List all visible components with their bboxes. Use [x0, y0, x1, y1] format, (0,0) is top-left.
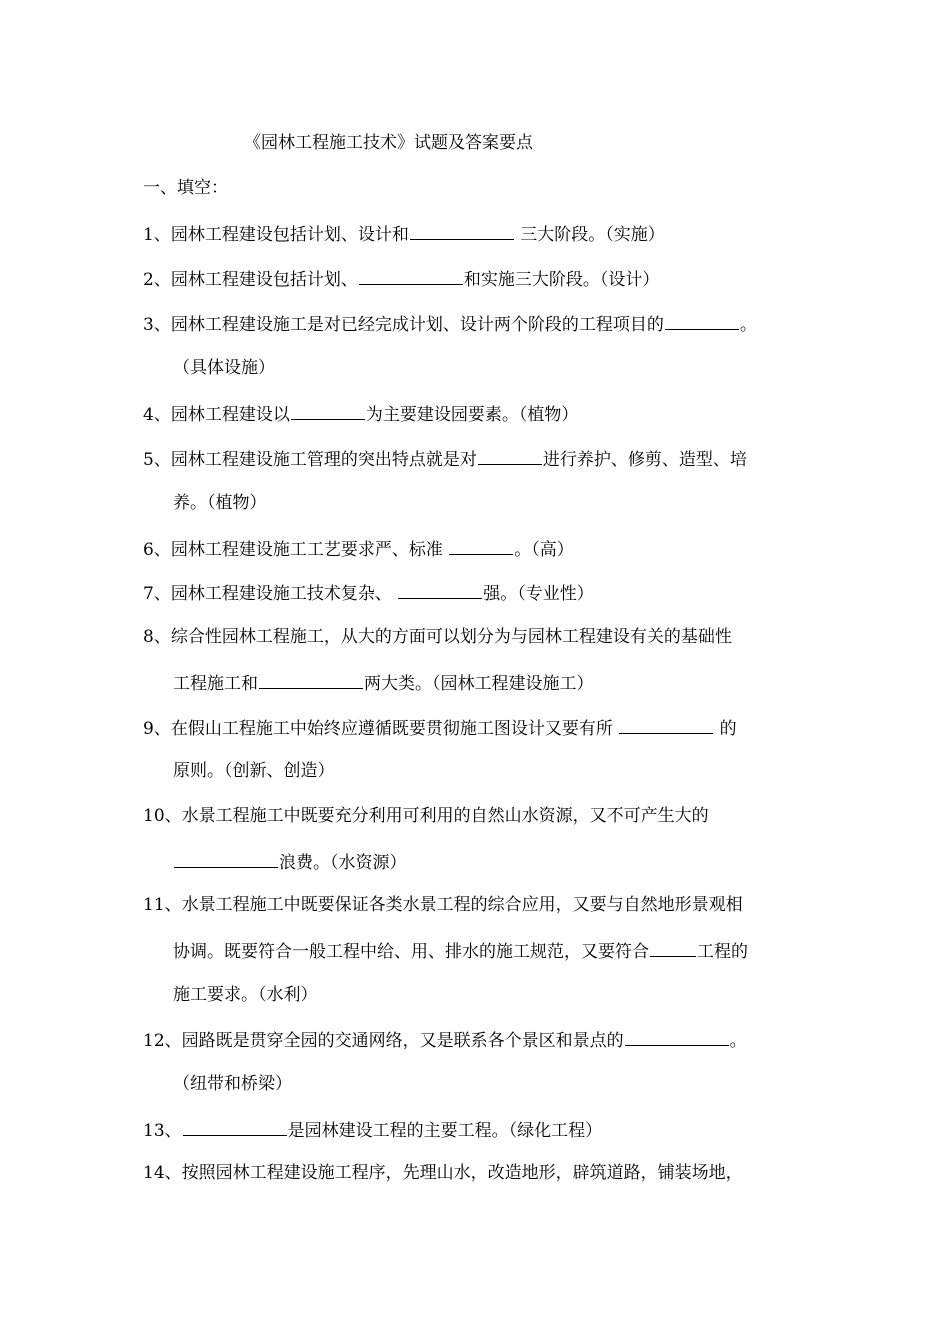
question-14: 14、按照园林工程建设施工程序，先理山水，改造地形，辟筑道路，铺装场地，: [143, 1163, 743, 1183]
answer-blank: [449, 536, 513, 555]
question-3-continued: （具体设施）: [173, 358, 275, 378]
answer-blank: [410, 221, 514, 240]
question-11: 11、水景工程施工中既要保证各类水景工程的综合应用，又要与自然地形景观相: [143, 895, 743, 915]
question-1: 1、园林工程建设包括计划、设计和 三大阶段。（实施）: [143, 221, 665, 247]
answer-blank: [619, 715, 713, 734]
question-10-continued: 浪费。（水资源）: [173, 849, 407, 875]
answer-blank: [398, 580, 482, 599]
question-9: 9、在假山工程施工中始终应遵循既要贯彻施工图设计又要有所 的: [143, 715, 737, 741]
question-13: 13、 是园林建设工程的主要工程。（绿化工程）: [143, 1117, 602, 1143]
question-3: 3、园林工程建设施工是对已经完成计划、设计两个阶段的工程项目的 。: [143, 311, 757, 337]
question-10: 10、水景工程施工中既要充分利用可利用的自然山水资源，又不可产生大的: [143, 806, 709, 826]
question-5: 5、园林工程建设施工管理的突出特点就是对 进行养护、修剪、造型、培: [143, 446, 747, 472]
answer-blank: [174, 849, 278, 868]
question-5-continued: 养。（植物）: [173, 493, 267, 513]
question-8: 8、综合性园林工程施工，从大的方面可以划分为与园林工程建设有关的基础性: [143, 627, 732, 647]
question-2: 2、园林工程建设包括计划、 和实施三大阶段。（设计）: [143, 266, 659, 292]
question-8-continued: 工程施工和 两大类。（园林工程建设施工）: [173, 670, 594, 696]
answer-blank: [478, 446, 542, 465]
answer-blank: [183, 1117, 287, 1136]
document-title: 《园林工程施工技术》试题及答案要点: [244, 133, 533, 153]
answer-blank: [650, 938, 696, 957]
answer-blank: [291, 401, 365, 420]
question-9-continued: 原则。（创新、创造）: [173, 761, 335, 781]
section-heading: 一、填空：: [143, 178, 228, 198]
question-11-continued: 协调。既要符合一般工程中给、用、排水的施工规范，又要符合 工程的: [173, 938, 748, 964]
question-12: 12、园路既是贯穿全园的交通网络，又是联系各个景区和景点的 。: [143, 1027, 747, 1053]
question-7: 7、园林工程建设施工技术复杂、 强。（专业性）: [143, 580, 594, 606]
question-12-continued: （纽带和桥梁）: [173, 1074, 292, 1094]
question-11-continued-2: 施工要求。（水利）: [173, 985, 318, 1005]
answer-blank: [359, 266, 463, 285]
question-6: 6、园林工程建设施工工艺要求严、标准 。（高）: [143, 536, 574, 562]
answer-blank: [665, 311, 739, 330]
answer-blank: [259, 670, 363, 689]
answer-blank: [625, 1027, 729, 1046]
question-4: 4、园林工程建设以 为主要建设园要素。（植物）: [143, 401, 578, 427]
